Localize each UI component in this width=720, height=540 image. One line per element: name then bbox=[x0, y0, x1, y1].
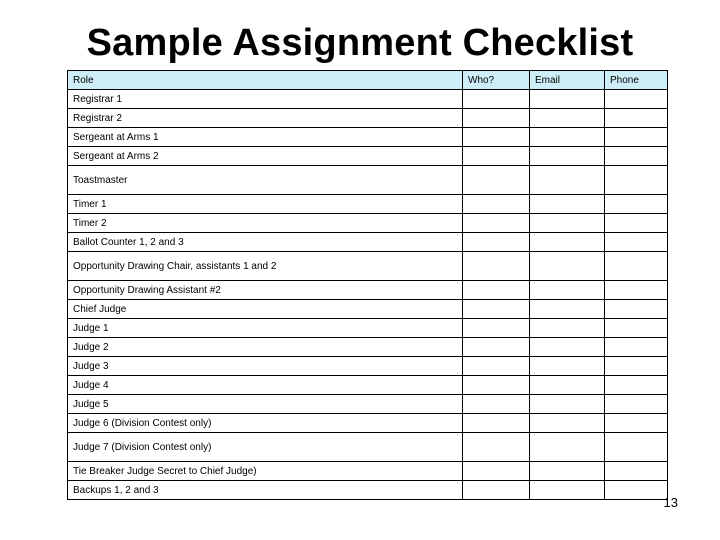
table-row bbox=[68, 338, 668, 357]
who-cell[interactable] bbox=[463, 233, 530, 252]
table-row bbox=[68, 357, 668, 376]
who-cell[interactable] bbox=[463, 376, 530, 395]
phone-cell[interactable] bbox=[605, 300, 668, 319]
phone-cell[interactable] bbox=[605, 147, 668, 166]
phone-cell[interactable] bbox=[605, 319, 668, 338]
role-cell: Opportunity Drawing Assistant #2 bbox=[68, 281, 463, 300]
email-cell[interactable] bbox=[530, 481, 605, 500]
who-cell[interactable] bbox=[463, 433, 530, 462]
phone-cell[interactable] bbox=[605, 433, 668, 462]
role-cell: Sergeant at Arms 1 bbox=[68, 128, 463, 147]
phone-cell[interactable] bbox=[605, 90, 668, 109]
who-cell[interactable] bbox=[463, 395, 530, 414]
role-cell: Timer 2 bbox=[68, 214, 463, 233]
email-cell[interactable] bbox=[530, 109, 605, 128]
table-row bbox=[68, 462, 668, 481]
role-cell: Ballot Counter 1, 2 and 3 bbox=[68, 233, 463, 252]
email-cell[interactable] bbox=[530, 281, 605, 300]
email-cell[interactable] bbox=[530, 300, 605, 319]
who-cell[interactable] bbox=[463, 481, 530, 500]
email-cell[interactable] bbox=[530, 166, 605, 195]
who-cell[interactable] bbox=[463, 252, 530, 281]
email-cell[interactable] bbox=[530, 338, 605, 357]
email-cell[interactable] bbox=[530, 147, 605, 166]
role-cell: Registrar 1 bbox=[68, 90, 463, 109]
who-cell[interactable] bbox=[463, 109, 530, 128]
who-cell[interactable] bbox=[463, 195, 530, 214]
assignment-table bbox=[67, 70, 668, 500]
table-row bbox=[68, 147, 668, 166]
page-number: 13 bbox=[663, 495, 678, 510]
who-cell[interactable] bbox=[463, 300, 530, 319]
who-cell[interactable] bbox=[463, 90, 530, 109]
email-cell[interactable] bbox=[530, 214, 605, 233]
email-cell[interactable] bbox=[530, 128, 605, 147]
table-row bbox=[68, 166, 668, 195]
role-cell: Judge 1 bbox=[68, 319, 463, 338]
who-cell[interactable] bbox=[463, 414, 530, 433]
email-cell[interactable] bbox=[530, 357, 605, 376]
role-cell: Chief Judge bbox=[68, 300, 463, 319]
phone-cell[interactable] bbox=[605, 252, 668, 281]
who-cell[interactable] bbox=[463, 462, 530, 481]
phone-cell[interactable] bbox=[605, 281, 668, 300]
role-cell: Judge 3 bbox=[68, 357, 463, 376]
role-cell: Judge 2 bbox=[68, 338, 463, 357]
email-cell[interactable] bbox=[530, 376, 605, 395]
phone-cell[interactable] bbox=[605, 462, 668, 481]
table-row bbox=[68, 128, 668, 147]
role-cell: Timer 1 bbox=[68, 195, 463, 214]
role-cell: Judge 6 (Division Contest only) bbox=[68, 414, 463, 433]
phone-cell[interactable] bbox=[605, 376, 668, 395]
phone-cell[interactable] bbox=[605, 414, 668, 433]
who-cell[interactable] bbox=[463, 357, 530, 376]
phone-cell[interactable] bbox=[605, 395, 668, 414]
role-cell: Registrar 2 bbox=[68, 109, 463, 128]
email-cell[interactable] bbox=[530, 395, 605, 414]
role-cell: Judge 7 (Division Contest only) bbox=[68, 433, 463, 462]
email-cell[interactable] bbox=[530, 462, 605, 481]
who-cell[interactable] bbox=[463, 166, 530, 195]
role-cell: Judge 5 bbox=[68, 395, 463, 414]
who-cell[interactable] bbox=[463, 281, 530, 300]
column-header-email: Email bbox=[530, 71, 605, 90]
phone-cell[interactable] bbox=[605, 338, 668, 357]
role-cell: Opportunity Drawing Chair, assistants 1 and 2 bbox=[68, 252, 463, 281]
email-cell[interactable] bbox=[530, 252, 605, 281]
table-row bbox=[68, 109, 668, 128]
table-row bbox=[68, 481, 668, 500]
role-cell: Toastmaster bbox=[68, 166, 463, 195]
table-row bbox=[68, 414, 668, 433]
who-cell[interactable] bbox=[463, 128, 530, 147]
role-cell: Sergeant at Arms 2 bbox=[68, 147, 463, 166]
email-cell[interactable] bbox=[530, 319, 605, 338]
role-cell: Backups 1, 2 and 3 bbox=[68, 481, 463, 500]
table-header-row bbox=[68, 71, 668, 90]
email-cell[interactable] bbox=[530, 414, 605, 433]
phone-cell[interactable] bbox=[605, 357, 668, 376]
table-row bbox=[68, 233, 668, 252]
table-row bbox=[68, 90, 668, 109]
who-cell[interactable] bbox=[463, 319, 530, 338]
table-row bbox=[68, 376, 668, 395]
table-row bbox=[68, 281, 668, 300]
role-cell: Judge 4 bbox=[68, 376, 463, 395]
phone-cell[interactable] bbox=[605, 481, 668, 500]
who-cell[interactable] bbox=[463, 214, 530, 233]
column-header-role: Role bbox=[68, 71, 463, 90]
table-row bbox=[68, 300, 668, 319]
table-row bbox=[68, 433, 668, 462]
phone-cell[interactable] bbox=[605, 128, 668, 147]
table-row bbox=[68, 195, 668, 214]
phone-cell[interactable] bbox=[605, 195, 668, 214]
column-header-who: Who? bbox=[463, 71, 530, 90]
email-cell[interactable] bbox=[530, 195, 605, 214]
table-row bbox=[68, 319, 668, 338]
phone-cell[interactable] bbox=[605, 109, 668, 128]
email-cell[interactable] bbox=[530, 433, 605, 462]
phone-cell[interactable] bbox=[605, 233, 668, 252]
who-cell[interactable] bbox=[463, 338, 530, 357]
phone-cell[interactable] bbox=[605, 214, 668, 233]
phone-cell[interactable] bbox=[605, 166, 668, 195]
page-title: Sample Assignment Checklist bbox=[86, 22, 634, 64]
table-row bbox=[68, 214, 668, 233]
who-cell[interactable] bbox=[463, 147, 530, 166]
table-row bbox=[68, 252, 668, 281]
column-header-phone: Phone bbox=[605, 71, 668, 90]
table-row bbox=[68, 395, 668, 414]
email-cell[interactable] bbox=[530, 233, 605, 252]
email-cell[interactable] bbox=[530, 90, 605, 109]
role-cell: Tie Breaker Judge Secret to Chief Judge) bbox=[68, 462, 463, 481]
